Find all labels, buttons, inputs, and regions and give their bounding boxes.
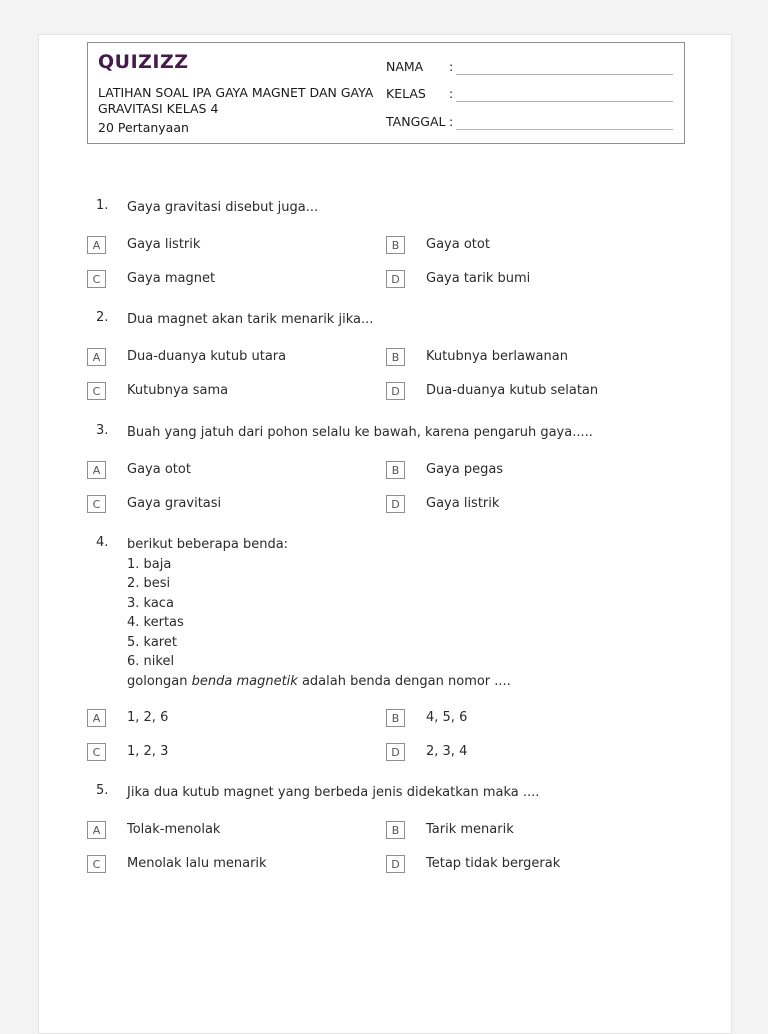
option-letter-box: A: [87, 821, 106, 839]
question-line: 3. kaca: [127, 595, 174, 611]
question-number: 4.: [96, 535, 109, 550]
option-text: Gaya otot: [127, 462, 191, 477]
name-label: NAMA: [386, 59, 424, 74]
option-letter-box: B: [386, 236, 405, 254]
option-text: Gaya listrik: [127, 237, 201, 252]
option-letter-box: D: [386, 743, 405, 761]
quizizz-logo: QUIZIZZ: [98, 51, 189, 73]
question-line-post: adalah benda dengan nomor ....: [297, 673, 511, 689]
option-text: Gaya listrik: [426, 496, 500, 511]
option-text: Gaya magnet: [127, 271, 216, 286]
question-number: 1.: [96, 198, 109, 213]
option-letter-box: C: [87, 270, 106, 288]
question-line: berikut beberapa benda:: [127, 537, 289, 552]
option-letter-box: B: [386, 709, 405, 727]
question-text: Jika dua kutub magnet yang berbeda jenis didekatkan maka ....: [127, 785, 540, 800]
option-letter-box: C: [87, 855, 106, 873]
date-blank-line: [456, 129, 673, 130]
option-text: Menolak lalu menarik: [127, 856, 267, 871]
option-text: 4, 5, 6: [426, 710, 468, 725]
option-letter-box: B: [386, 821, 405, 839]
option-letter-box: C: [87, 743, 106, 761]
option-letter-box: A: [87, 236, 106, 254]
option-letter-box: B: [386, 348, 405, 366]
question-text: Dua magnet akan tarik menarik jika...: [127, 312, 374, 327]
option-text: Gaya tarik bumi: [426, 271, 531, 286]
option-text: Tolak-menolak: [127, 822, 221, 837]
option-text: Tetap tidak bergerak: [426, 856, 561, 871]
date-colon: :: [449, 114, 454, 129]
option-letter-box: B: [386, 461, 405, 479]
option-text: Gaya gravitasi: [127, 496, 222, 511]
name-colon: :: [449, 59, 454, 74]
worksheet-page: [38, 34, 732, 1034]
option-text: Tarik menarik: [426, 822, 514, 837]
option-letter-box: D: [386, 382, 405, 400]
worksheet-title: LATIHAN SOAL IPA GAYA MAGNET DAN GAYA GRAVITASI KELAS 4: [98, 85, 374, 116]
question-number: 5.: [96, 783, 109, 798]
option-text: Dua-duanya kutub selatan: [426, 383, 599, 398]
question-line: 6. nikel: [127, 654, 175, 669]
option-letter-box: C: [87, 495, 106, 513]
option-text: 2, 3, 4: [426, 744, 468, 759]
option-text: Gaya otot: [426, 237, 490, 252]
option-letter-box: C: [87, 382, 106, 400]
question-number: 3.: [96, 423, 109, 438]
question-line: 5. karet: [127, 634, 177, 650]
date-label: TANGGAL: [386, 114, 446, 129]
question-line: 4. kertas: [127, 615, 184, 630]
question-line: 2. besi: [127, 576, 171, 591]
option-text: Gaya pegas: [426, 462, 504, 477]
option-text: Kutubnya berlawanan: [426, 349, 568, 364]
question-line: 1. baja: [127, 556, 172, 572]
option-letter-box: A: [87, 461, 106, 479]
class-label: KELAS: [386, 86, 426, 101]
option-letter-box: A: [87, 348, 106, 366]
question-text: [127, 535, 687, 691]
option-text: 1, 2, 6: [127, 710, 169, 725]
option-letter-box: D: [386, 270, 405, 288]
question-line-emphasis: benda magnetik: [191, 673, 298, 689]
option-letter-box: D: [386, 495, 405, 513]
option-letter-box: D: [386, 855, 405, 873]
question-number: 2.: [96, 310, 109, 325]
option-letter-box: A: [87, 709, 106, 727]
question-count: 20 Pertanyaan: [98, 120, 189, 135]
option-text: Kutubnya sama: [127, 383, 229, 398]
option-text: 1, 2, 3: [127, 744, 169, 759]
question-line: [127, 672, 687, 692]
worksheet-header: [87, 42, 685, 144]
question-text: Buah yang jatuh dari pohon selalu ke bawah, karena pengaruh gaya.....: [127, 425, 593, 440]
class-blank-line: [456, 101, 673, 102]
option-text: Dua-duanya kutub utara: [127, 349, 287, 364]
class-colon: :: [449, 86, 454, 101]
name-blank-line: [456, 74, 673, 75]
question-text: Gaya gravitasi disebut juga...: [127, 200, 319, 215]
question-line-pre: golongan: [127, 673, 192, 689]
